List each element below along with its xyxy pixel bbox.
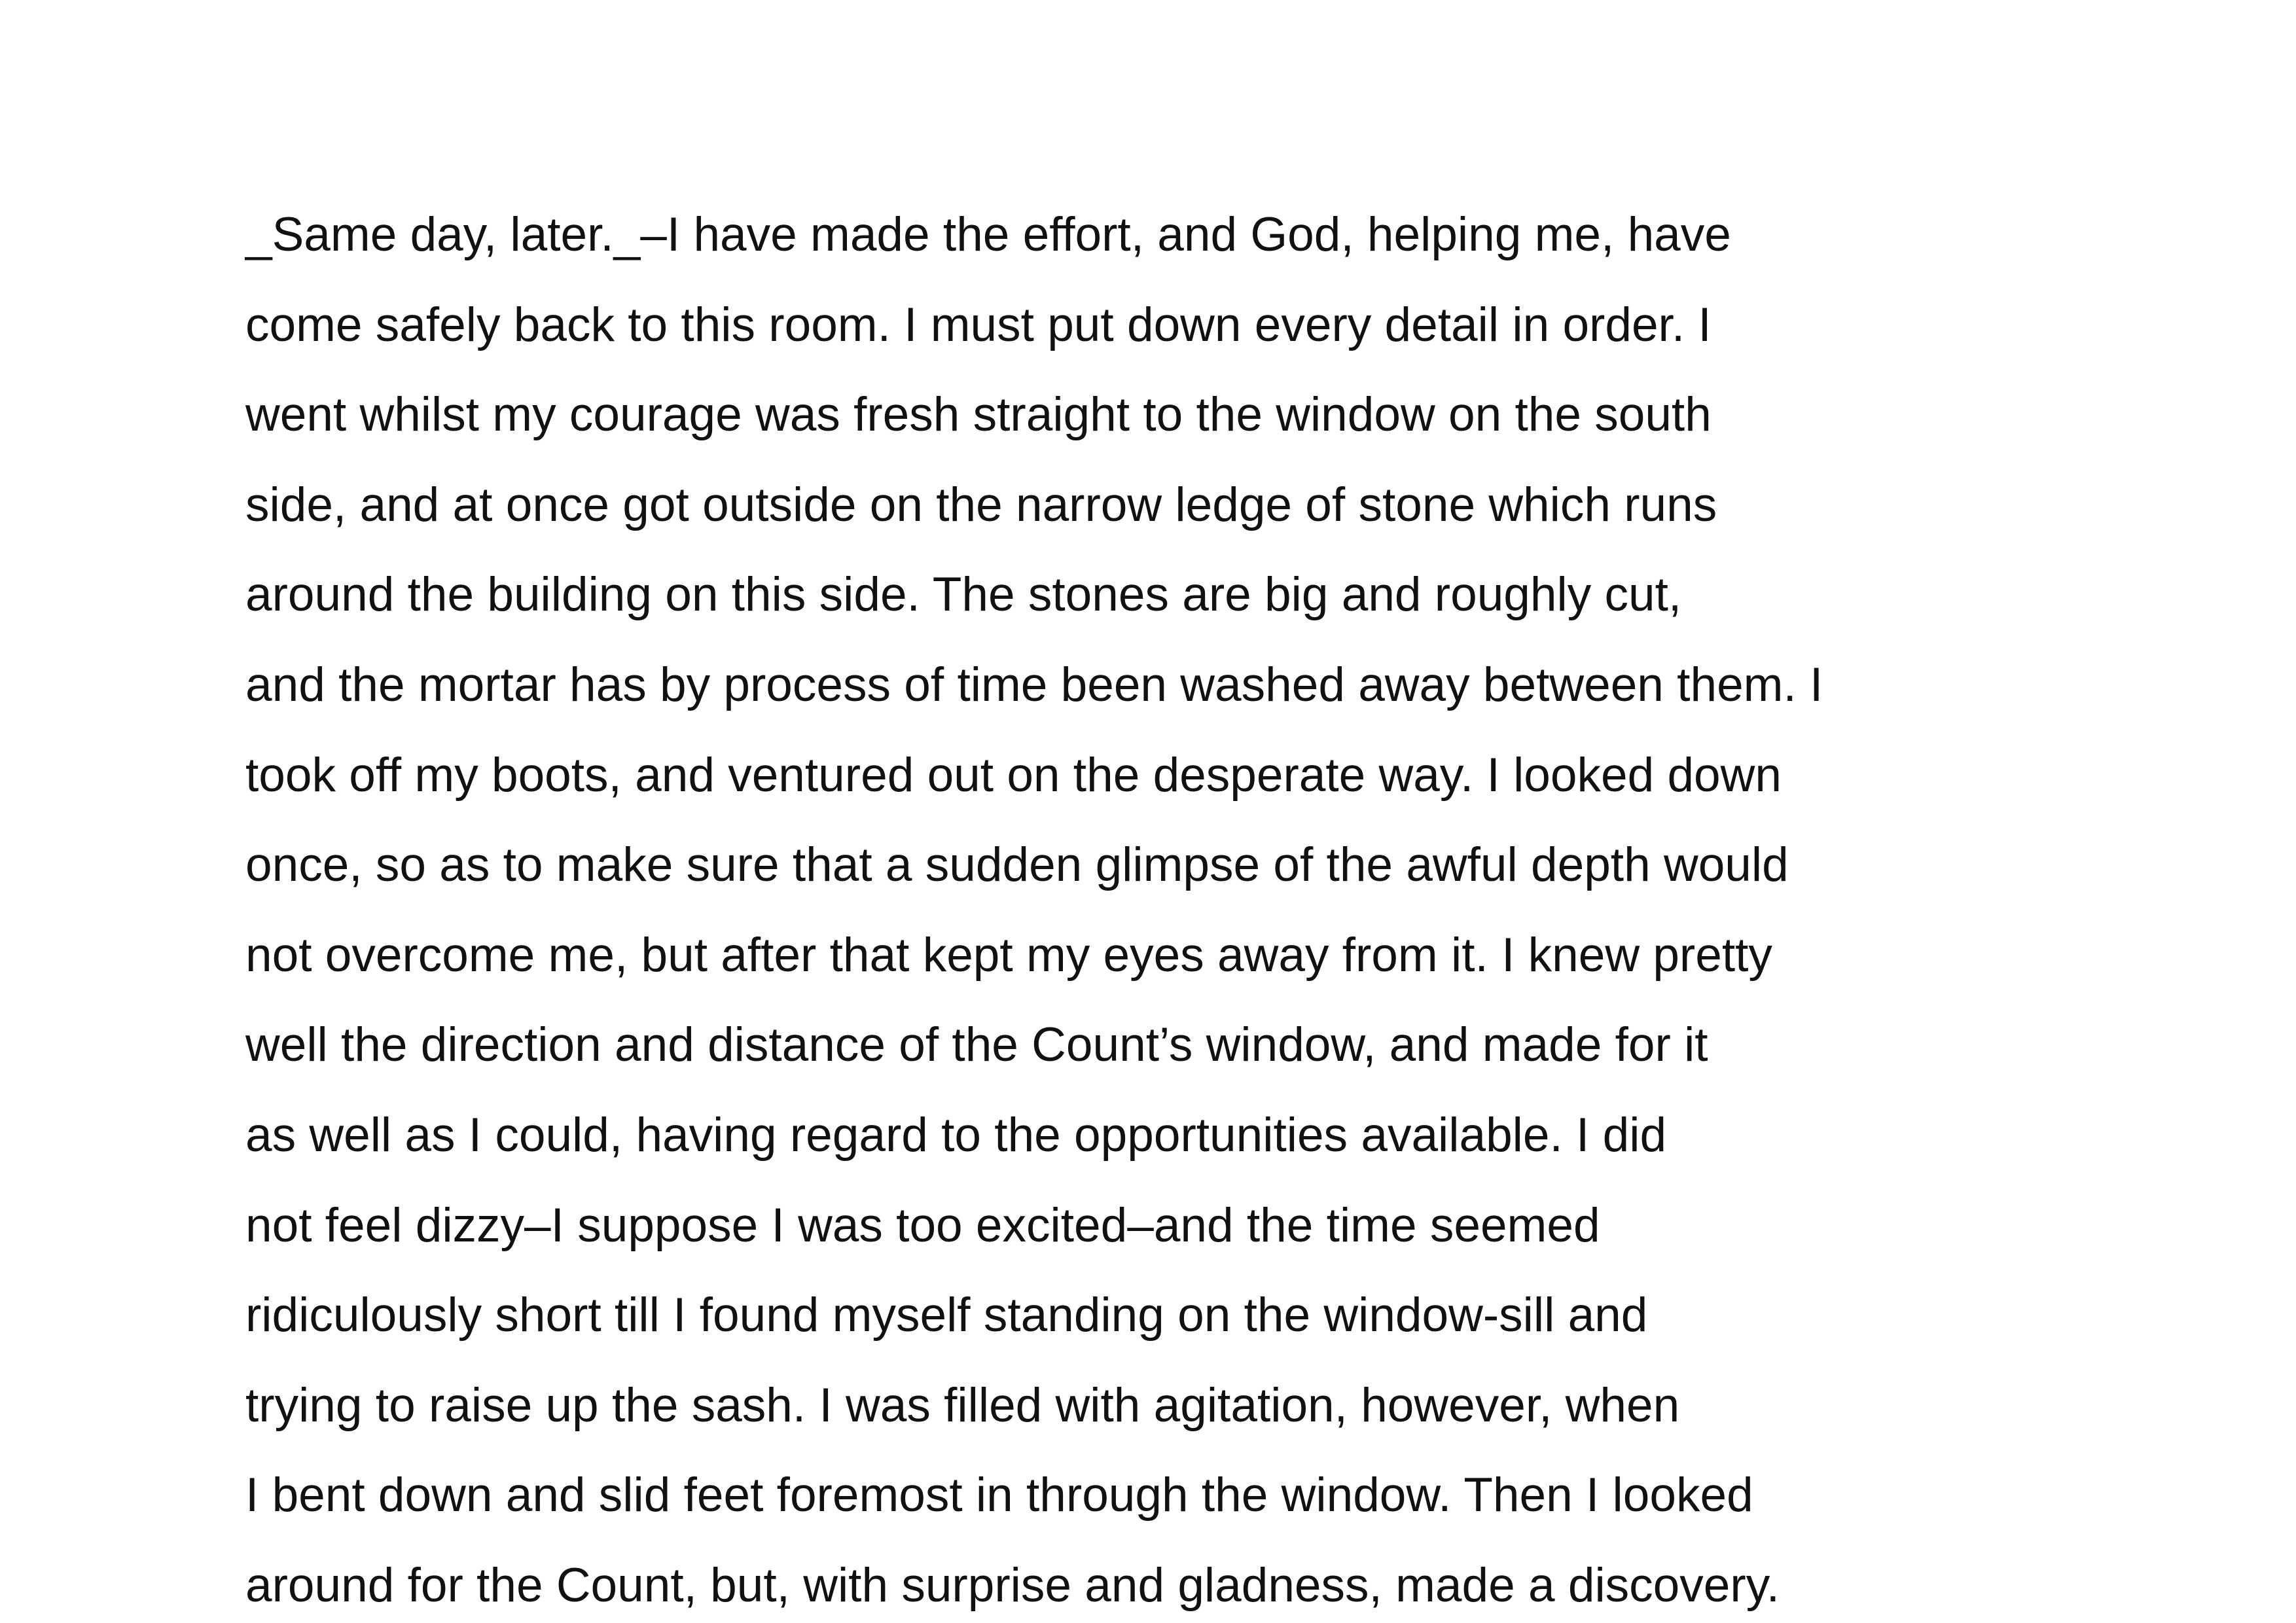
- text-line: as well as I could, having regard to the opportunities available. I did: [245, 1108, 1667, 1162]
- text-line: took off my boots, and ventured out on the desperate way. I looked down: [245, 748, 1782, 802]
- text-line: well the direction and distance of the Count’s window, and made for it: [245, 1018, 1708, 1072]
- text-line: trying to raise up the sash. I was filled with agitation, however, when: [245, 1378, 1680, 1432]
- text-line: once, so as to make sure that a sudden glimpse of the awful depth would: [245, 838, 1789, 892]
- text-line: not feel dizzy–I suppose I was too excited–and the time seemed: [245, 1198, 1600, 1252]
- text-line: went whilst my courage was fresh straight to the window on the south: [245, 388, 1712, 442]
- text-line: around for the Count, but, with surprise and gladness, made a discovery.: [245, 1558, 1780, 1612]
- text-line: and the mortar has by process of time been washed away between them. I: [245, 658, 1823, 711]
- text-line: _Same day, later._–I have made the effort, and God, helping me, have: [245, 208, 1731, 261]
- text-line: around the building on this side. The stones are big and roughly cut,: [245, 568, 1682, 622]
- text-line: ridiculously short till I found myself standing on the window-sill and: [245, 1289, 1648, 1342]
- text-line: not overcome me, but after that kept my eyes away from it. I knew pretty: [245, 928, 1772, 982]
- body-text: [245, 190, 2078, 1623]
- text-line: I bent down and slid feet foremost in through the window. Then I looked: [245, 1469, 1753, 1522]
- text-line: side, and at once got outside on the narrow ledge of stone which runs: [245, 478, 1717, 531]
- text-line: come safely back to this room. I must put down every detail in order. I: [245, 298, 1712, 351]
